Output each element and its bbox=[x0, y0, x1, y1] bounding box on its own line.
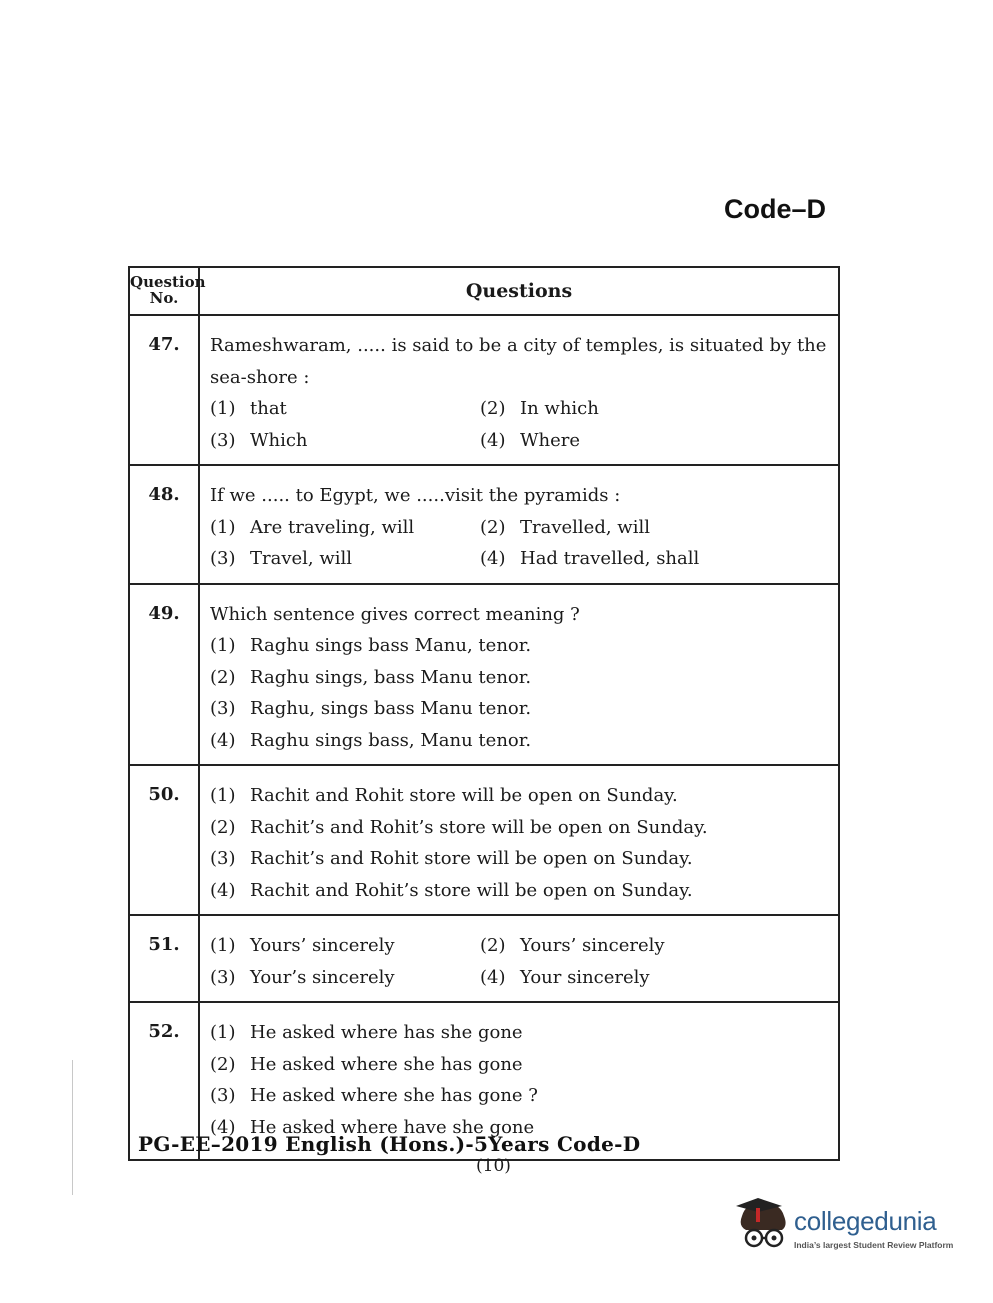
option-3: (3) Which bbox=[210, 429, 308, 451]
option-4: (4) Where bbox=[480, 429, 581, 451]
options bbox=[210, 930, 832, 993]
option-2: (2) Yours’ sincerely bbox=[480, 935, 665, 956]
logo-wordmark: collegedunia bbox=[794, 1206, 937, 1236]
question-body bbox=[199, 584, 839, 766]
logo-tagline: India’s largest Student Review Platform bbox=[794, 1240, 954, 1250]
table-header-row bbox=[129, 267, 839, 315]
option-4: (4) Raghu sings bass, Manu tenor. bbox=[210, 729, 532, 751]
question-number: 49. bbox=[129, 584, 199, 766]
question-number: 47. bbox=[129, 315, 199, 465]
option-1: (1) Are traveling, will bbox=[210, 516, 415, 538]
option-4: (4) Rachit and Rohit’s store will be open on Sunday. bbox=[210, 879, 693, 901]
option-3: (3) Travel, will bbox=[210, 548, 353, 569]
collegedunia-logo[interactable] bbox=[736, 1196, 966, 1256]
questions-table bbox=[128, 266, 840, 1161]
column-header-question-no: Question No. bbox=[129, 267, 199, 315]
option-1: (1) He asked where has she gone bbox=[210, 1022, 523, 1043]
options bbox=[210, 1017, 832, 1143]
margin-line bbox=[72, 1060, 73, 1195]
question-number: 50. bbox=[129, 765, 199, 915]
option-2: (2) Raghu sings, bass Manu tenor. bbox=[210, 666, 532, 688]
question-body bbox=[199, 915, 839, 1002]
option-4: (4) He asked where have she gone bbox=[210, 1116, 535, 1138]
options bbox=[210, 780, 832, 906]
option-3: (3) Rachit’s and Rohit store will be open on Sunday. bbox=[210, 848, 693, 869]
paper-code: Code–D bbox=[724, 194, 827, 224]
mascot-icon bbox=[736, 1196, 792, 1256]
question-body bbox=[199, 765, 839, 915]
options bbox=[210, 630, 832, 756]
option-2: (2) Rachit’s and Rohit’s store will be open on Sunday. bbox=[210, 816, 708, 838]
question-row-48 bbox=[129, 465, 839, 584]
option-2: (2) He asked where she has gone bbox=[210, 1053, 523, 1075]
option-1: (1) Rachit and Rohit store will be open on Sunday. bbox=[210, 785, 678, 806]
page-number: (10) bbox=[476, 1156, 511, 1176]
question-body bbox=[199, 465, 839, 584]
paper-footer: PG-EE–2019 English (Hons.)-5Years Code-D bbox=[138, 1132, 641, 1156]
question-row-47 bbox=[129, 315, 839, 465]
option-4: (4) Your sincerely bbox=[480, 966, 650, 988]
question-body bbox=[199, 315, 839, 465]
options bbox=[210, 512, 832, 575]
option-4: (4) Had travelled, shall bbox=[480, 548, 700, 569]
question-stem: Rameshwaram, ..... is said to be a city of temples, is situated by the sea-shore : bbox=[210, 335, 827, 388]
question-row-50 bbox=[129, 765, 839, 915]
question-row-49 bbox=[129, 584, 839, 766]
question-row-51 bbox=[129, 915, 839, 1002]
option-1: (1) that bbox=[210, 398, 287, 419]
question-number: 51. bbox=[129, 915, 199, 1002]
option-2: (2) Travelled, will bbox=[480, 516, 650, 538]
question-stem: Which sentence gives correct meaning ? bbox=[210, 603, 580, 625]
option-3: (3) Raghu, sings bass Manu tenor. bbox=[210, 698, 532, 719]
question-number: 52. bbox=[129, 1002, 199, 1160]
option-2: (2) In which bbox=[480, 398, 599, 419]
option-3: (3) Your’s sincerely bbox=[210, 966, 395, 988]
option-3: (3) He asked where she has gone ? bbox=[210, 1085, 538, 1106]
column-header-questions: Questions bbox=[199, 267, 839, 315]
question-stem: If we ..... to Egypt, we .....visit the pyramids : bbox=[210, 485, 621, 506]
option-1: (1) Raghu sings bass Manu, tenor. bbox=[210, 635, 532, 656]
option-1: (1) Yours’ sincerely bbox=[210, 935, 395, 956]
question-number: 48. bbox=[129, 465, 199, 584]
options bbox=[210, 393, 832, 456]
